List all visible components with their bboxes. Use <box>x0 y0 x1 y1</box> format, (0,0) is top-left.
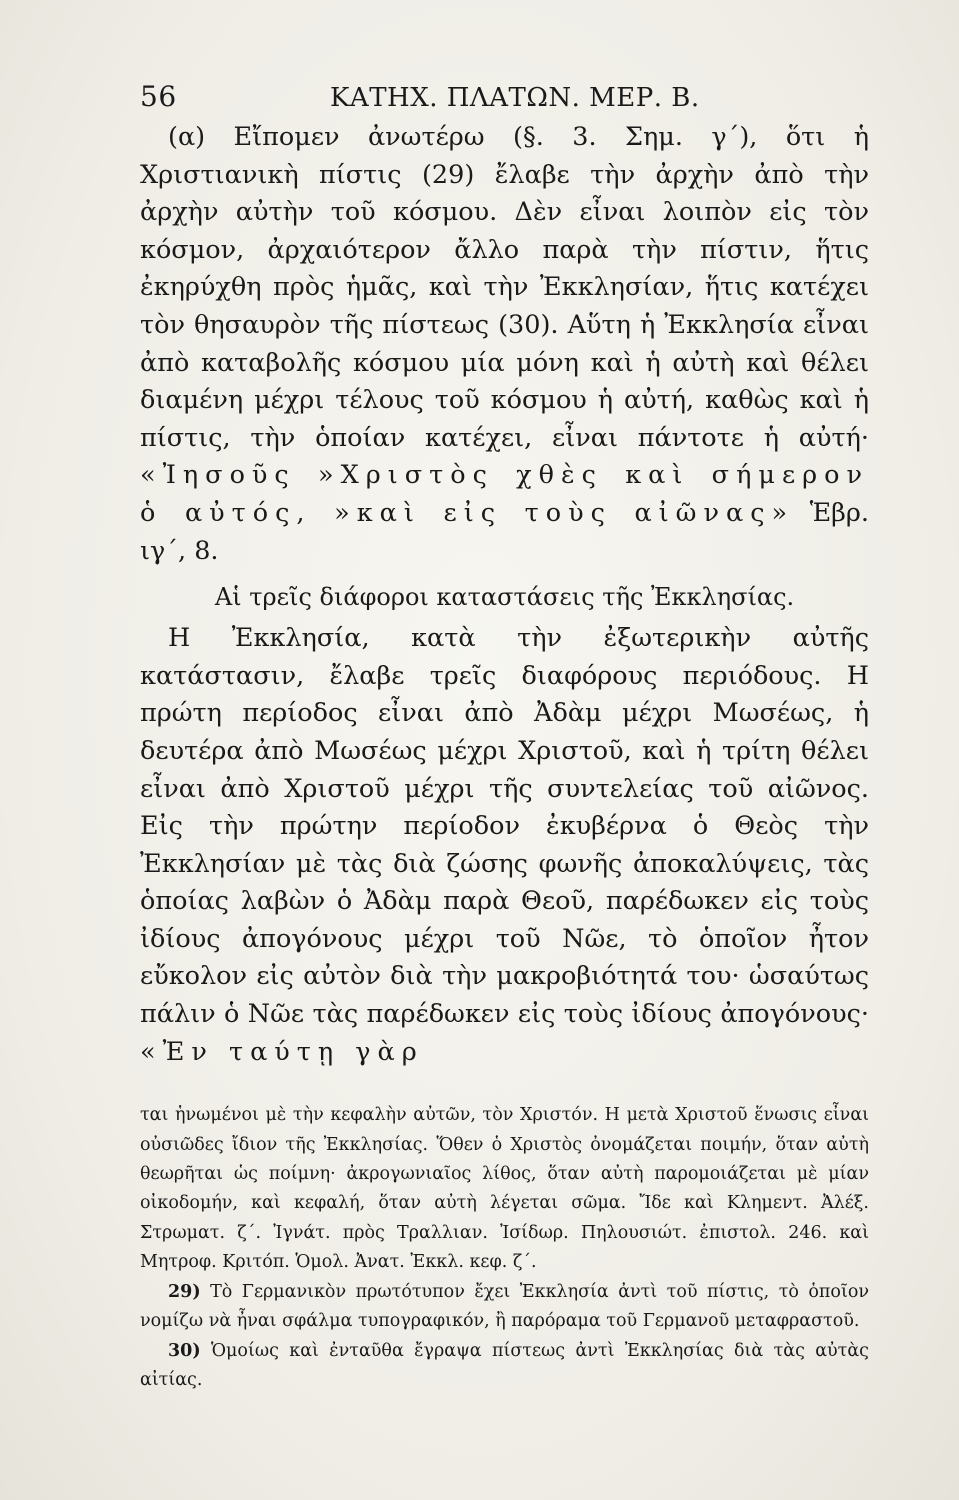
page-number: 56 <box>140 80 177 113</box>
running-head: ΚΑΤΗΧ. ΠΛΑΤΩΝ. ΜΕΡ. Β. <box>330 83 700 113</box>
footnotes <box>140 1101 869 1395</box>
hebrews-quote: «Ἰησοῦς »Χριστὸς χθὲς καὶ σήμερον ὁ αὐτός, »καὶ εἰς τοὺς αἰῶνας» <box>140 460 869 528</box>
footnote-continuation: ται ἡνωμένοι μὲ τὴν κεφαλὴν αὐτῶν, τὸν Χριστόν. Η μετὰ Χριστοῦ ἕνωσις εἶναι οὐσιῶδες ἴδιον τῆς Ἐκκλησίας. Ὅθεν ὁ Χριστὸς ὀνομάζεται ποιμήν, ὅταν αὐτὴ θεωρῆται ὡς ποίμνη· ἀκρογωνιαῖος λίθος, ὅταν αὐτὴ παρομοιάζεται μὲ μίαν οἰκοδομήν, καὶ κεφαλή, ὅταν αὐτὴ λέγεται σῶμα. Ἴδε καὶ Κλημεντ. Ἀλέξ. Στρωματ. ζ΄. Ἰγνάτ. πρὸς Τραλλιαν. Ἰσίδωρ. Πηλουσιώτ. ἐπιστολ. 246. καὶ Μητροφ. Κριτόπ. Ὁμολ. Ἀνατ. Ἐκκλ. κεφ. ζ΄. <box>140 1105 869 1273</box>
footnote-30 <box>140 1337 869 1396</box>
main-text <box>140 119 869 1071</box>
paragraph-2-text: Η Ἐκκλησία, κατὰ τὴν ἐξωτερικὴν αὐτῆς κατάστασιν, ἔλαβε τρεῖς διαφόρους περιόδους. Η πρώτη περίοδος εἶναι ἀπὸ Ἀδὰμ μέχρι Μωσέως, ἡ δευτέρα ἀπὸ Μωσέως μέχρι Χριστοῦ, καὶ ἡ τρίτη θέλει εἶναι ἀπὸ Χριστοῦ μέχρι τῆς συντελείας τοῦ αἰῶνος. Εἰς τὴν πρώτην περίοδον ἐκυβέρνα ὁ Θεὸς τὴν Ἐκκλησίαν μὲ τὰς διὰ ζώσης φωνῆς ἀποκαλύψεις, τὰς ὁποίας λαβὼν ὁ Ἀδὰμ παρὰ Θεοῦ, παρέδωκεν εἰς τοὺς ἰδίους ἀπογόνους μέχρι τοῦ Νῶε, τὸ ὁποῖον ἦτον εὔκολον εἰς αὐτὸν διὰ τὴν μακροβιότητά του· ὡσαύτως πάλιν ὁ Νῶε τὰς παρέδωκεν εἰς τοὺς ἰδίους ἀπογόνους· <box>140 623 869 1030</box>
hebrews-reference: Ἑβρ. ιγ΄, 8. <box>140 497 870 566</box>
paragraph-1-text: (α) Εἴπομεν ἀνωτέρω (§. 3. Σημ. γ΄), ὅτι ἡ Χριστιανικὴ πίστις (29) ἔλαβε τὴν ἀρχὴν ἀπὸ τὴν ἀρχὴν αὐτὴν τοῦ κόσμου. Δὲν εἶναι λοιπὸν εἰς τὸν κόσμον, ἀρχαιότερον ἄλλο παρὰ τὴν πίστιν, ἥτις ἐκηρύχθη πρὸς ἡμᾶς, καὶ τὴν Ἐκκλησίαν, ἥτις κατέχει τὸν θησαυρὸν τῆς πίστεως (30). Αὕτη ἡ Ἐκκλησία εἶναι ἀπὸ καταβολῆς κόσμου μία μόνη καὶ ἡ αὐτὴ καὶ θέλει διαμένη μέχρι τέλους τοῦ κόσμου ἡ αὐτή, καθὼς καὶ ἡ πίστις, τὴν ὁποίαν κατέχει, εἶναι πάντοτε ἡ αὐτή· <box>140 122 869 453</box>
footnote-30-number: 30) <box>168 1340 201 1361</box>
section-heading: Αἱ τρεῖς διάφοροι καταστάσεις τῆς Ἐκκλησίας. <box>214 583 795 612</box>
paragraph-2-quote: «Ἐν ταύτῃ γὰρ <box>140 1036 424 1067</box>
footnote-30-text: Ὁμοίως καὶ ἐνταῦθα ἔγραψα πίστεως ἀντὶ Ἐκκλησίας διὰ τὰς αὐτὰς αἰτίας. <box>140 1340 869 1390</box>
paragraph-2 <box>140 620 869 1071</box>
paragraph-1 <box>140 119 869 570</box>
footnote-29 <box>140 1278 869 1337</box>
page-header <box>140 80 869 113</box>
footnote-29-text: Τὸ Γερμανικὸν πρωτότυπον ἔχει Ἐκκλησία ἀντὶ τοῦ πίστις, τὸ ὁποῖον νομίζω νὰ ἦναι σφάλμα τυπογραφικόν, ἢ παρόραμα τοῦ Γερμανοῦ μεταφραστοῦ. <box>140 1281 869 1332</box>
footnote-29-number: 29) <box>168 1281 201 1302</box>
